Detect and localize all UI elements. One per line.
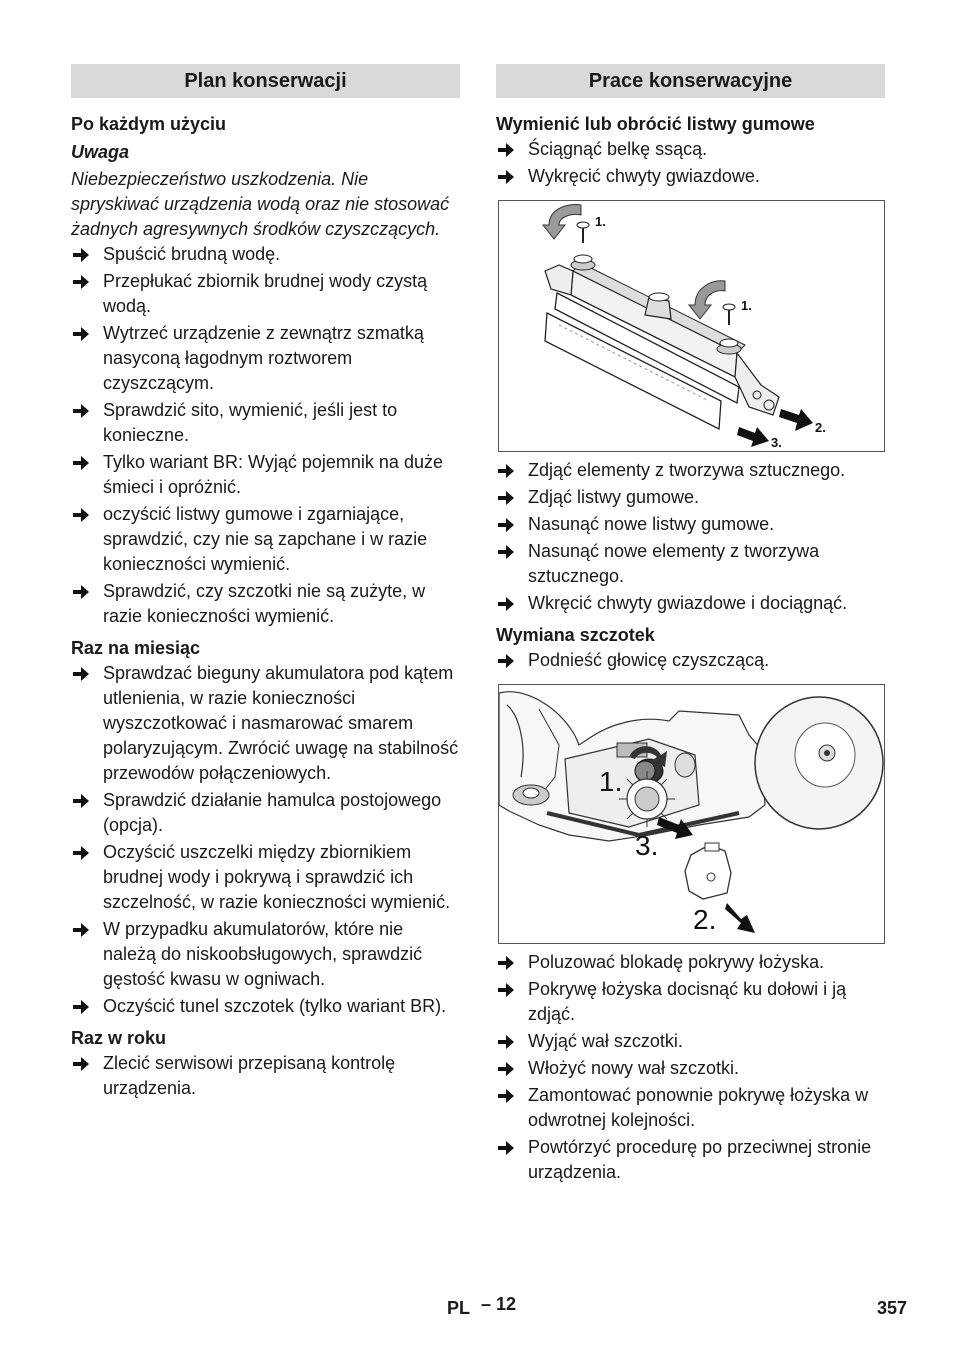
- arrow-right-icon: [73, 794, 89, 808]
- star-grip-left: [577, 222, 589, 243]
- arrow-right-icon: [73, 248, 89, 262]
- arrow-right-icon: [73, 1057, 89, 1071]
- heading-after-each-use: Po każdym użyciu: [71, 114, 227, 134]
- steps-after-each-use: [71, 242, 460, 629]
- step-item: [71, 502, 460, 577]
- step-item: [71, 917, 460, 992]
- arrow-right-icon: [498, 956, 514, 970]
- step-text: oczyścić listwy gumowe i zgarniające, sprawdzić, czy nie są zapchane i w razie konieczności wymienić.: [103, 504, 428, 574]
- star-grip-right: [723, 304, 735, 325]
- arrow-right-icon: [498, 1035, 514, 1049]
- step-text: Oczyścić uszczelki między zbiornikiem brudnej wody i pokrywą i sprawdzić ich szczelność, w razie konieczności wymienić.: [103, 842, 451, 912]
- step-item: [71, 321, 460, 396]
- step-text: Oczyścić tunel szczotek (tylko wariant BR).: [103, 996, 447, 1016]
- arrow-right-icon: [498, 491, 514, 505]
- step-text: Włożyć nowy wał szczotki.: [528, 1058, 740, 1078]
- figure-label: 2.: [693, 904, 717, 935]
- heading-monthly: Raz na miesiąc: [71, 638, 201, 658]
- figure-label: 1.: [595, 214, 606, 229]
- step-text: Spuścić brudną wodę.: [103, 244, 281, 264]
- step-item: [496, 1135, 885, 1185]
- steps-brushes-before: [496, 648, 885, 673]
- step-item: [496, 485, 885, 510]
- step-item: [71, 994, 460, 1019]
- step-text: Nasunąć nowe elementy z tworzywa sztucznego.: [528, 541, 820, 586]
- arrow-right-icon: [73, 327, 89, 341]
- heading-brush-replacement: Wymiana szczotek: [496, 625, 655, 645]
- heading-yearly: Raz w roku: [71, 1028, 167, 1048]
- arrow-right-icon: [73, 1000, 89, 1014]
- section-header-maintenance-plan: Plan konserwacji: [71, 64, 460, 98]
- arrow-right-icon: [73, 846, 89, 860]
- step-text: Poluzować blokadę pokrywy łożyska.: [528, 952, 825, 972]
- arrow-right-icon: [73, 585, 89, 599]
- note-text: Niebezpieczeństwo uszkodzenia. Nie spryskiwać urządzenia wodą oraz nie stosować żadnych agresywnych środków czyszczących.: [71, 169, 450, 239]
- step-text: Tylko wariant BR: Wyjąć pojemnik na duże śmieci i opróżnić.: [103, 452, 443, 497]
- step-text: Sprawdzić sito, wymienić, jeśli jest to konieczne.: [103, 400, 398, 445]
- figure-label: 3.: [635, 830, 659, 861]
- step-text: Przepłukać zbiornik brudnej wody czystą wodą.: [103, 271, 428, 316]
- figure-brush-head: [498, 684, 885, 944]
- step-item: [71, 840, 460, 915]
- step-text: Sprawdzić, czy szczotki nie są zużyte, w razie konieczności wymienić.: [103, 581, 426, 626]
- step-item: [496, 137, 885, 162]
- step-item: [496, 164, 885, 189]
- arrow-right-icon: [73, 404, 89, 418]
- step-item: [496, 1056, 885, 1081]
- figure-label: 3.: [771, 435, 782, 450]
- footer-section-page: – 12: [481, 1294, 517, 1314]
- step-item: [71, 242, 460, 267]
- step-item: [496, 648, 885, 673]
- step-text: Nasunąć nowe listwy gumowe.: [528, 514, 775, 534]
- step-text: Powtórzyć procedurę po przeciwnej stronie urządzenia.: [528, 1137, 872, 1182]
- step-text: Zlecić serwisowi przepisaną kontrolę urządzenia.: [103, 1053, 396, 1098]
- step-item: [71, 788, 460, 838]
- step-text: Wyjąć wał szczotki.: [528, 1031, 683, 1051]
- arrow-right-icon: [498, 170, 514, 184]
- step-text: Sprawdzić działanie hamulca postojowego (opcja).: [103, 790, 442, 835]
- figure-suction-bar: [498, 200, 885, 452]
- step-item: [496, 512, 885, 537]
- figure-label: 2.: [815, 420, 826, 435]
- step-text: Wytrzeć urządzenie z zewnątrz szmatką nasyconą łagodnym roztworem czyszczącym.: [103, 323, 424, 393]
- step-text: Zdjąć elementy z tworzywa sztucznego.: [528, 460, 846, 480]
- steps-monthly: [71, 661, 460, 1019]
- step-item: [496, 458, 885, 483]
- arrow-right-icon: [73, 275, 89, 289]
- arrow-right-icon: [73, 667, 89, 681]
- step-item: [496, 539, 885, 589]
- heading-rubber-strips: Wymienić lub obrócić listwy gumowe: [496, 114, 815, 134]
- arrow-right-icon: [498, 983, 514, 997]
- step-text: Ściągnąć belkę ssącą.: [528, 139, 708, 159]
- section-header-maintenance-work: Prace konserwacyjne: [496, 64, 885, 98]
- arrow-right-icon: [498, 545, 514, 559]
- step-text: Wykręcić chwyty gwiazdowe.: [528, 166, 760, 186]
- step-item: [496, 950, 885, 975]
- steps-brushes-after: [496, 950, 885, 1185]
- figure-label: 1.: [599, 766, 623, 797]
- footer-language: PL: [447, 1298, 471, 1318]
- arrow-right-icon: [498, 654, 514, 668]
- step-item: [71, 1051, 460, 1101]
- step-item: [496, 1083, 885, 1133]
- step-item: [71, 269, 460, 319]
- left-column: [71, 64, 460, 1103]
- step-item: [71, 450, 460, 500]
- step-text: Zamontować ponownie pokrywę łożyska w odwrotnej kolejności.: [528, 1085, 869, 1130]
- arrow-right-icon: [73, 508, 89, 522]
- arrow-right-icon: [498, 1062, 514, 1076]
- figure-label: 1.: [741, 298, 752, 313]
- arrow-right-icon: [73, 923, 89, 937]
- step-item: [71, 579, 460, 629]
- footer-page-number: 357: [877, 1298, 908, 1318]
- step-item: [496, 1029, 885, 1054]
- brush-head-illustration: [499, 685, 884, 943]
- step-item: [71, 661, 460, 786]
- step-text: W przypadku akumulatorów, które nie należą do niskoobsługowych, sprawdzić gęstość kwasu w ogniwach.: [103, 919, 423, 989]
- note-title: Uwaga: [71, 142, 130, 162]
- step-item: [496, 977, 885, 1027]
- right-column: [496, 64, 885, 1187]
- step-text: Zdjąć listwy gumowe.: [528, 487, 700, 507]
- step-item: [71, 398, 460, 448]
- step-text: Pokrywę łożyska docisnąć ku dołowi i ją zdjąć.: [528, 979, 847, 1024]
- steps-rubber-before: [496, 137, 885, 189]
- arrow-right-icon: [498, 143, 514, 157]
- steps-rubber-after: [496, 458, 885, 616]
- arrow-right-icon: [498, 1089, 514, 1103]
- steps-yearly: [71, 1051, 460, 1101]
- step-item: [496, 591, 885, 616]
- arrow-right-icon: [498, 597, 514, 611]
- arrow-right-icon: [498, 518, 514, 532]
- arrow-right-icon: [498, 464, 514, 478]
- suction-bar-illustration: [499, 201, 884, 451]
- arrow-right-icon: [73, 456, 89, 470]
- arrow-right-icon: [498, 1141, 514, 1155]
- step-text: Podnieść głowicę czyszczącą.: [528, 650, 770, 670]
- step-text: Wkręcić chwyty gwiazdowe i dociągnąć.: [528, 593, 848, 613]
- step-text: Sprawdzać bieguny akumulatora pod kątem utlenienia, w razie konieczności wyszczotkować i nasmarować smarem polaryzującym. Zwrócić uwagę na stabilność przewodów połączeniowych.: [103, 663, 459, 783]
